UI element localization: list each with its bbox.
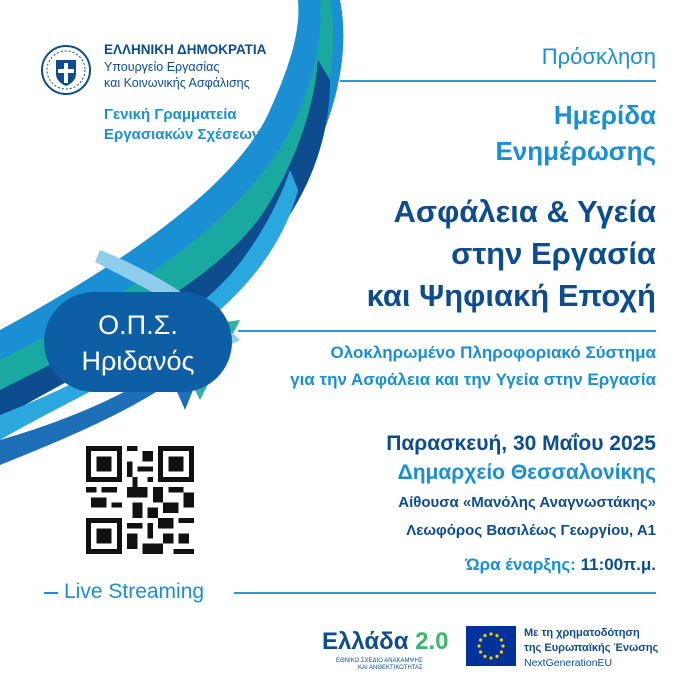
- greece-logo-subtitle-line1: ΕΘΝΙΚΟ ΣΧΕΔΙΟ ΑΝΑΚΑΜΨΗΣ: [336, 658, 423, 664]
- event-hall: Αίθουσα «Μανόλης Αναγνωστάκης»: [398, 494, 656, 511]
- header-secretariat-line1: Γενική Γραμματεία: [104, 106, 237, 123]
- event-venue: Δημαρχείο Θεσσαλονίκης: [397, 461, 656, 484]
- event-type-line1: Ημερίδα: [553, 100, 656, 130]
- divider: [340, 80, 656, 82]
- eu-next-generation: NextGenerationEU: [524, 657, 613, 669]
- event-type-line2: Ενημέρωσης: [495, 136, 656, 166]
- invitation-label: Πρόσκληση: [541, 44, 656, 69]
- greece-name: Ελλάδα: [322, 628, 409, 655]
- header-secretariat-line2: Εργασιακών Σχέσεων: [104, 126, 261, 143]
- event-address: Λεωφόρος Βασιλέως Γεωργίου, Α1: [406, 522, 656, 539]
- greek-coat-of-arms-icon: [40, 44, 92, 96]
- event-date: Παρασκευή, 30 Μαΐου 2025: [386, 432, 656, 455]
- system-description-line2: για την Ασφάλεια και την Υγεία στην Εργασία: [290, 370, 656, 389]
- event-title-line2: στην Εργασία: [451, 236, 656, 271]
- live-streaming-link[interactable]: Live Streaming: [64, 580, 205, 603]
- header-country: ΕΛΛΗΝΙΚΗ ΔΗΜΟΚΡΑΤΙΑ: [104, 42, 267, 57]
- system-badge-line2: Ηριδανός: [81, 346, 195, 376]
- divider: [44, 592, 58, 594]
- eu-funding-line1: Με τη χρηματοδότηση: [524, 627, 640, 639]
- system-badge: [44, 292, 232, 392]
- qr-code-icon[interactable]: [86, 446, 194, 554]
- system-badge-line1: Ο.Π.Σ.: [98, 310, 178, 340]
- eu-flag-icon: [466, 626, 516, 666]
- start-time-label: Ώρα έναρξης:: [465, 555, 576, 574]
- system-description-line1: Ολοκληρωμένο Πληροφοριακό Σύστημα: [330, 343, 656, 362]
- divider: [238, 330, 656, 332]
- event-start-time: [465, 555, 656, 575]
- eu-funding-line2: της Ευρωπαϊκής Ένωσης: [524, 642, 659, 654]
- event-title-line3: και Ψηφιακή Εποχή: [366, 278, 656, 313]
- greece-logo-subtitle-line2: ΚΑΙ ΑΝΘΕΚΤΙΚΟΤΗΤΑΣ: [358, 665, 423, 671]
- greece-version: 2.0: [415, 628, 449, 655]
- header-ministry-line1: Υπουργείο Εργασίας: [104, 60, 220, 74]
- divider: [234, 592, 656, 594]
- header-ministry-line2: και Κοινωνικής Ασφάλισης: [104, 76, 250, 90]
- start-time-value: 11:00π.μ.: [580, 555, 656, 574]
- greece-2-0-wordmark: [322, 628, 449, 656]
- event-title-line1: Ασφάλεια & Υγεία: [393, 194, 656, 229]
